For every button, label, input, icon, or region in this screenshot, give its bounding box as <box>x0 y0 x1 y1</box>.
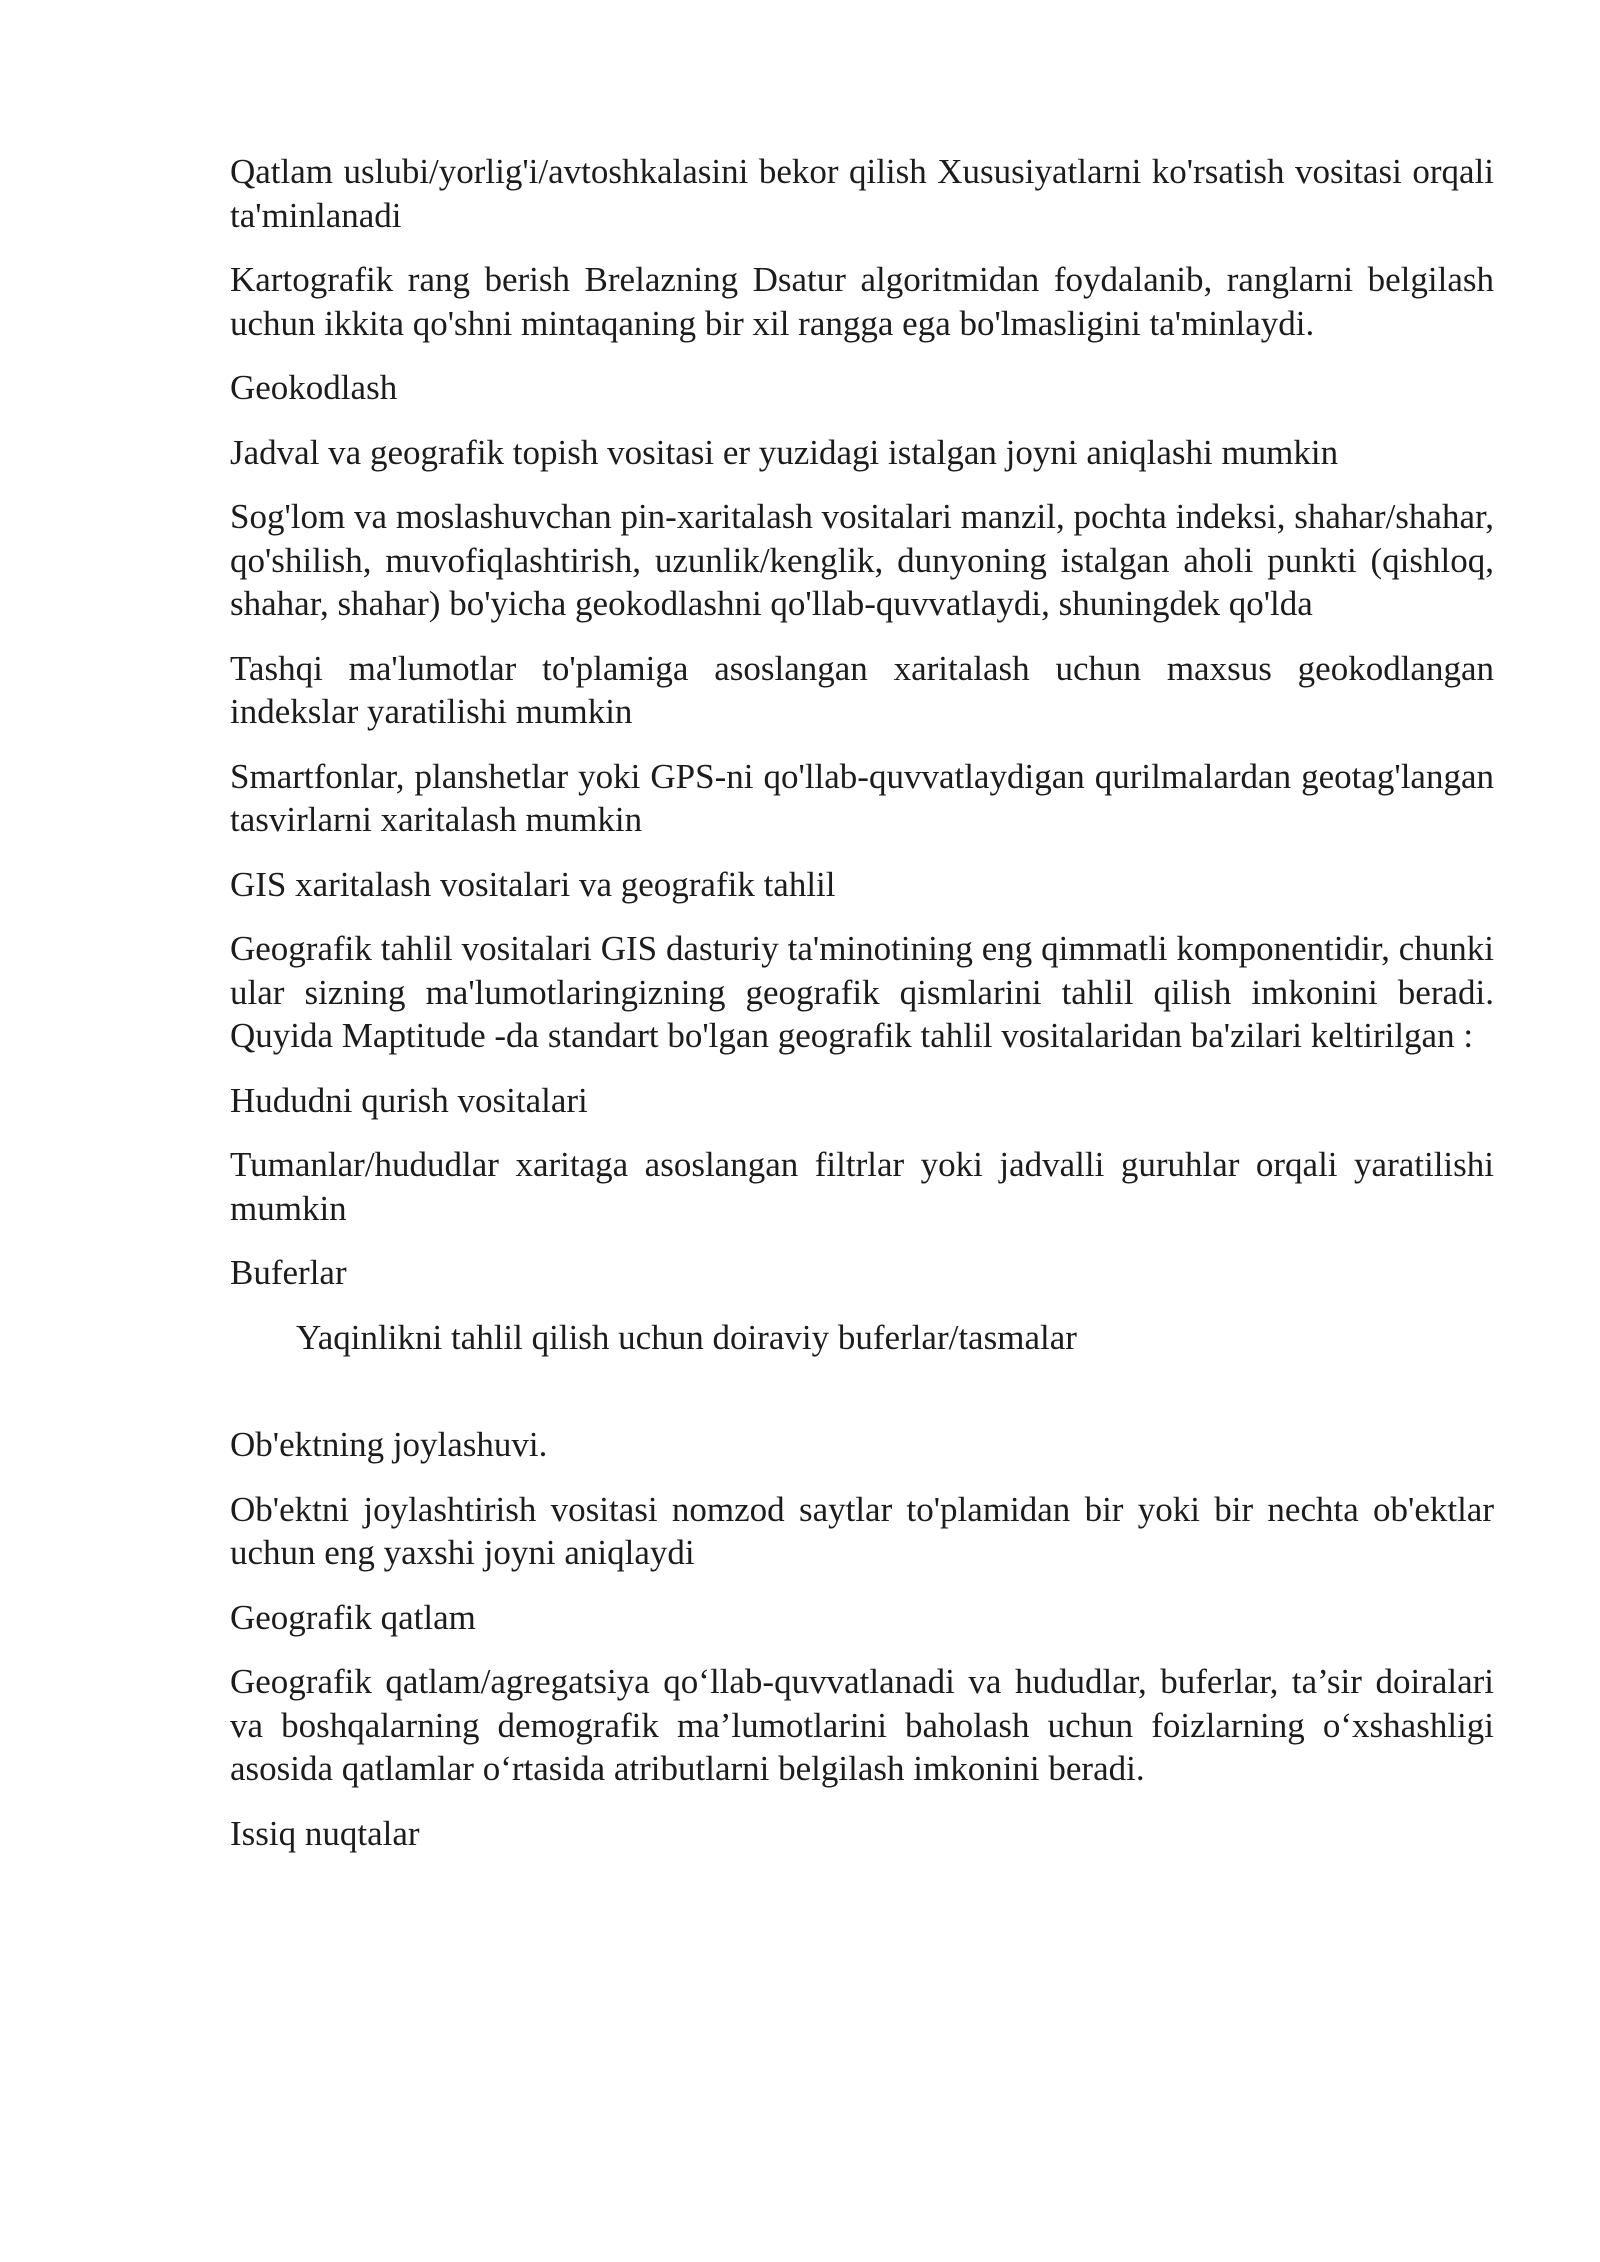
paragraph-table-geo-locator: Jadval va geografik topish vositasi er yuzidagi istalgan joyni aniqlashi mumkin <box>230 432 1339 472</box>
heading-hot-spots: Issiq nuqtalar <box>230 1813 420 1853</box>
paragraph-facility-tool: Ob'ektni joylashtirish vositasi nomzod saytlar to'plamidan bir yoki bir nechta ob'ektlar uchun eng yaxshi joyni aniqlaydi <box>230 1489 1494 1572</box>
heading-geographic-overlay: Geografik qatlam <box>230 1597 476 1637</box>
paragraph-layer-style-override: Qatlam uslubi/yorlig'i/avtoshkalasini bekor qilish Xususiyatlarni ko'rsatish vositasi orqali ta'minlanadi <box>230 152 1494 235</box>
heading-geocoding: Geokodlash <box>230 368 398 407</box>
blank-line <box>230 1380 1494 1423</box>
paragraph-pin-mapping: Sog'lom va moslashuvchan pin-xaritalash vositalari manzil, pochta indeksi, shahar/shahar, qo'shilish, muvofiqlashtirish, uzunlik/kenglik, dunyoning istalgan aholi punkti (qishloq, shahar, shahar) bo'yicha geokodlashni qo'llab-quvvatlaydi, shuningdek qo'lda <box>230 497 1494 623</box>
heading-gis-mapping-tools: GIS xaritalash vositalari va geografik tahlil <box>230 864 836 904</box>
paragraph-overlay-aggregation: Geografik qatlam/agregatsiya qo‘llab-quvvatlanadi va hududlar, buferlar, ta’sir doiralari va boshqalarning demografik ma’lumotlarini baholash uchun foizlarning o‘xshashligi asosida qatlamlar o‘rtasida atributlarni belgilash imkonini beradi. <box>230 1662 1494 1788</box>
paragraph-cartographic-coloring: Kartografik rang berish Brelazning Dsatur algoritmidan foydalanib, ranglarni belgilash uchun ikkita qo'shni mintaqaning bir xil rangga ega bo'lmasligini ta'minlaydi. <box>230 260 1494 343</box>
document-body <box>230 150 1494 1876</box>
paragraph-custom-indexes: Tashqi ma'lumotlar to'plamiga asoslangan xaritalash uchun maxsus geokodlangan indekslar yaratilishi mumkin <box>230 648 1494 731</box>
heading-territory-tools: Hududni qurish vositalari <box>230 1080 588 1120</box>
heading-buffers: Buferlar <box>230 1253 347 1292</box>
paragraph-proximity-buffers: Yaqinlikni tahlil qilish uchun doiraviy buferlar/tasmalar <box>296 1317 1077 1357</box>
heading-facility-location: Ob'ektning joylashuvi. <box>230 1425 548 1464</box>
paragraph-geotagged-images: Smartfonlar, planshetlar yoki GPS-ni qo'llab-quvvatlaydigan qurilmalardan geotag'langan tasvirlarni xaritalash mumkin <box>230 756 1494 839</box>
paragraph-geographic-analysis: Geografik tahlil vositalari GIS dasturiy ta'minotining eng qimmatli komponentidir, chunki ular sizning ma'lumotlaringizning geografik qismlarini tahlil qilish imkonini beradi. Quyida Maptitude -da standart bo'lgan geografik tahlil vositalaridan ba'zilari keltirilgan : <box>230 929 1494 1055</box>
paragraph-districts: Tumanlar/hududlar xaritaga asoslangan filtrlar yoki jadvalli guruhlar orqali yaratilishi mumkin <box>230 1145 1494 1228</box>
